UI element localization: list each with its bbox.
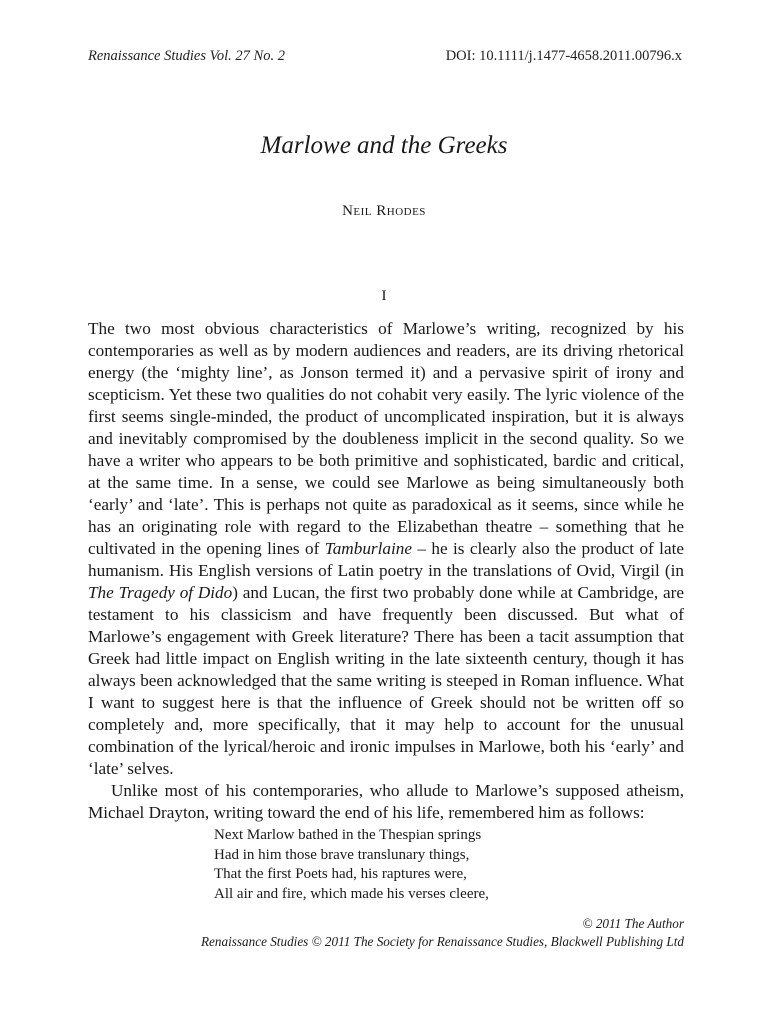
paragraph-1-text-b: – he is clearly also the product of late humanism. His English versions of Latin poetry in the translations of Ovid, Virgil (in <box>88 539 684 580</box>
quote-line: That the first Poets had, his raptures were, <box>214 866 467 883</box>
journal-citation: Renaissance Studies Vol. 27 No. 2 <box>88 48 285 64</box>
paragraph-1-text-a: The two most obvious characteristics of Marlowe’s writing, recognized by his contemporaries as well as by modern audiences and readers, are its driving rhetorical energy (the ‘mighty line’, as Jonson termed it) and a pervasive spirit of irony and scepticism. Yet these two qualities do not cohabit very easily. The lyric violence of the first seems single-minded, the product of uncomplicated inspiration, but it is always and inevitably compromised by the doubleness implicit in the second quality. So we have a writer who appears to be both primitive and sophisticated, bardic and critical, at the same time. In a sense, we could see Marlowe as being simultaneously both ‘early’ and ‘late’. This is perhaps not quite as paradoxical as it seems, since while he has an originating role with regard to the Elizabethan theatre – something that he cultivated in the opening lines of <box>88 319 684 558</box>
running-header <box>88 48 682 65</box>
copyright-publisher: Renaissance Studies © 2011 The Society for Renaissance Studies, Blackwell Publishing Ltd <box>201 934 684 949</box>
copyright-author: © 2011 The Author <box>582 916 684 931</box>
block-quote <box>214 826 489 905</box>
page-footer <box>201 915 684 951</box>
work-title-tamburlaine: Tamburlaine <box>324 539 412 558</box>
article-author: Neil Rhodes <box>342 203 426 219</box>
paragraph-1-text-c: ) and Lucan, the first two probably done while at Cambridge, are testament to his classicism and have frequently been discussed. But what of Marlowe’s engagement with Greek literature? There has been a tacit assumption that Greek had little impact on English writing in the late sixteenth century, though it has always been acknowledged that the same writing is steeped in Roman influence. What I want to suggest here is that the influence of Greek should not be written off so completely and, more specifically, that it may help to account for the unusual combination of the lyrical/heroic and ironic impulses in Marlowe, both his ‘early’ and ‘late’ selves. <box>88 583 684 778</box>
quote-line: All air and fire, which made his verses cleere, <box>214 886 489 903</box>
article-title: Marlowe and the Greeks <box>260 132 508 159</box>
paragraph-2: Unlike most of his contemporaries, who allude to Marlowe’s supposed atheism, Michael Drayton, writing toward the end of his life, remembered him as follows: <box>88 781 684 822</box>
doi-link[interactable]: DOI: 10.1111/j.1477-4658.2011.00796.x <box>445 48 682 64</box>
paragraph-1 <box>88 318 684 780</box>
article-body <box>88 318 684 824</box>
quote-line: Had in him those brave translunary things, <box>214 846 470 863</box>
quote-line: Next Marlow bathed in the Thespian springs <box>214 827 482 843</box>
work-title-dido: The Tragedy of Dido <box>88 583 233 602</box>
section-number: I <box>381 288 387 304</box>
